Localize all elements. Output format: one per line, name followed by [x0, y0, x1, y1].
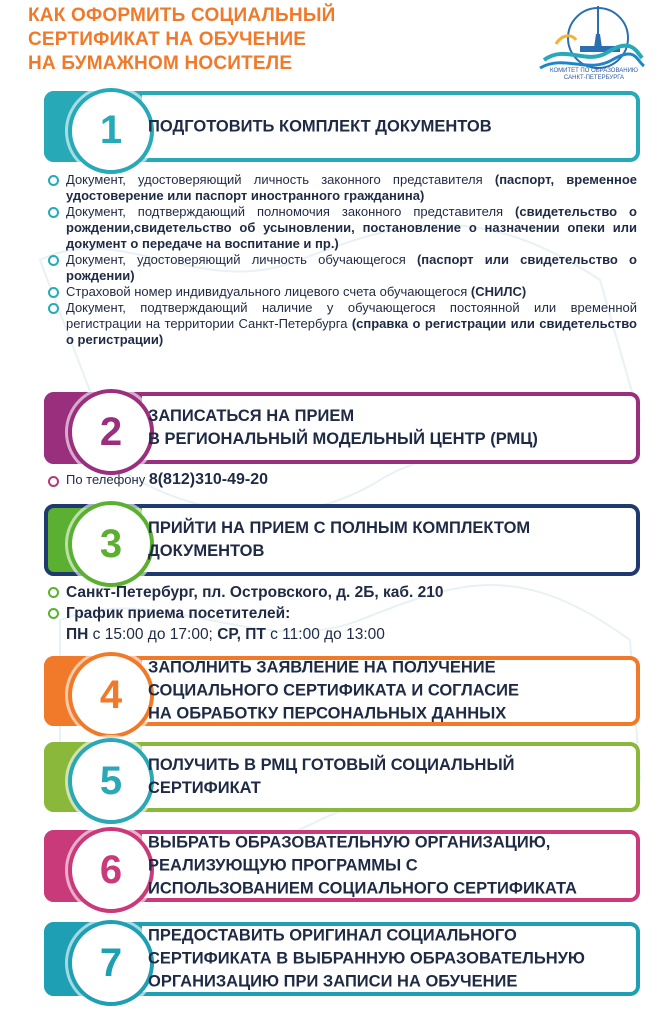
- bullet-icon: [48, 587, 59, 598]
- bullet-icon: [48, 207, 59, 218]
- phone-item: [46, 470, 268, 490]
- document-item: Документ, удостоверяющий личность законного представителя (паспорт, временное удостоверение или паспорт иностранного гражданина): [46, 172, 637, 204]
- step-6: [44, 830, 640, 902]
- bullet-icon: [48, 255, 59, 266]
- step-3-number: 3: [68, 501, 154, 587]
- step-2-label: ЗАПИСАТЬСЯ НА ПРИЕМ В РЕГИОНАЛЬНЫЙ МОДЕЛЬНЫЙ ЦЕНТР (РМЦ): [148, 407, 538, 448]
- step-1-label: ПОДГОТОВИТЬ КОМПЛЕКТ ДОКУМЕНТОВ: [148, 117, 492, 135]
- bullet-icon: [48, 287, 59, 298]
- document-item: Страховой номер индивидуального лицевого счета обучающегося (СНИЛС): [46, 284, 637, 300]
- phone-info: [46, 470, 268, 490]
- logo-caption: КОМИТЕТ ПО ОБРАЗОВАНИЮ САНКТ-ПЕТЕРБУРГА: [550, 68, 638, 81]
- step-2-number: 2: [68, 389, 154, 475]
- step-6-label: ВЫБРАТЬ ОБРАЗОВАТЕЛЬНУЮ ОРГАНИЗАЦИЮ, РЕАЛИЗУЮЩУЮ ПРОГРАММЫ С ИСПОЛЬЗОВАНИЕМ СОЦИАЛЬНОГО СЕРТИФИКАТА: [148, 833, 577, 898]
- step-7: [44, 922, 640, 996]
- visit-info: [46, 582, 637, 645]
- address-text: Санкт-Петербург, пл. Островского, д. 2Б, каб. 210: [66, 584, 444, 601]
- step-5-number: 5: [68, 738, 154, 824]
- document-item: Документ, удостоверяющий личность обучающегося (паспорт или свидетельство о рождении): [46, 252, 637, 284]
- documents-list: [46, 172, 637, 348]
- document-item: Документ, подтверждающий полномочия законного представителя (свидетельство о рождении,свидетельство об усыновлении, постановление о назначении опеки или документ о передаче на воспитание и пр.): [46, 204, 637, 252]
- bullet-icon: [48, 608, 59, 619]
- bullet-icon: [48, 175, 59, 186]
- step-7-number: 7: [68, 920, 154, 1006]
- step-3-label: ПРИЙТИ НА ПРИЕМ С ПОЛНЫМ КОМПЛЕКТОМ ДОКУМЕНТОВ: [148, 519, 531, 560]
- step-3: [44, 504, 640, 576]
- document-item: Документ, подтверждающий наличие у обучающегося постоянной или временной регистрации на территории Санкт-Петербурга (справка о регистрации или свидетельство о регистрации): [46, 300, 637, 348]
- schedule-item: [46, 603, 637, 624]
- phone-number[interactable]: 8(812)310-49-20: [148, 471, 269, 488]
- step-5-label: ПОЛУЧИТЬ В РМЦ ГОТОВЫЙ СОЦИАЛЬНЫЙ СЕРТИФИКАТ: [148, 756, 515, 797]
- step-1: [44, 91, 640, 162]
- page-title: КАК ОФОРМИТЬ СОЦИАЛЬНЫЙ СЕРТИФИКАТ НА ОБУЧЕНИЕ НА БУМАЖНОМ НОСИТЕЛЕ: [28, 5, 336, 74]
- step-4: [44, 656, 640, 726]
- bullet-icon: [48, 476, 59, 487]
- step-4-label: ЗАПОЛНИТЬ ЗАЯВЛЕНИЕ НА ПОЛУЧЕНИЕ СОЦИАЛЬНОГО СЕРТИФИКАТА И СОГЛАСИЕ НА ОБРАБОТКУ ПЕРСОНАЛЬНЫХ ДАННЫХ: [148, 658, 519, 723]
- step-5: [44, 742, 640, 812]
- schedule-hours: ПН с 15:00 до 17:00; СР, ПТ с 11:00 до 13:00: [66, 626, 385, 643]
- bullet-icon: [48, 303, 59, 314]
- phone-label: По телефону: [66, 472, 149, 487]
- step-1-number: 1: [68, 88, 154, 174]
- step-4-number: 4: [68, 652, 154, 738]
- step-6-number: 6: [68, 827, 154, 913]
- step-7-label: ПРЕДОСТАВИТЬ ОРИГИНАЛ СОЦИАЛЬНОГО СЕРТИФИКАТА В ВЫБРАННУЮ ОБРАЗОВАТЕЛЬНУЮ ОРГАНИЗАЦИЮ ПРИ ЗАПИСИ НА ОБУЧЕНИЕ: [148, 926, 585, 991]
- address-item: [46, 582, 637, 603]
- step-2: [44, 392, 640, 464]
- schedule-title: График приема посетителей:: [66, 605, 291, 622]
